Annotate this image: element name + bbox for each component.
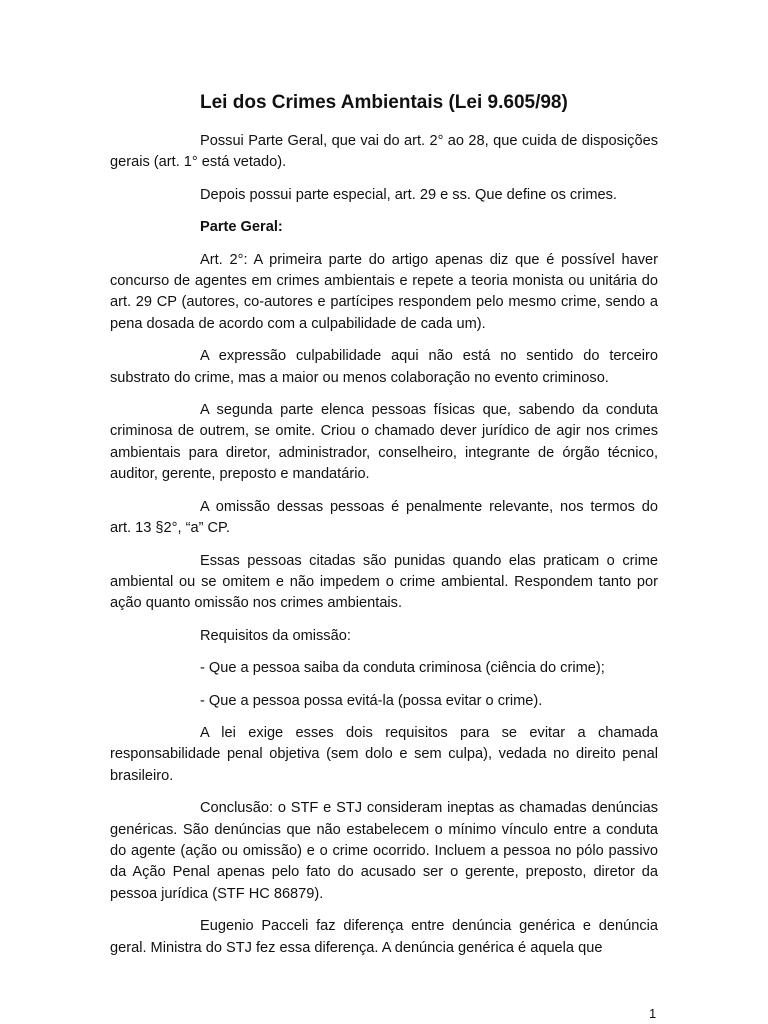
paragraph-pacceli: Eugenio Pacceli faz diferença entre denúncia genérica e denúncia geral. Ministra do STJ fez essa diferença. A denúncia genérica é aquela que xyxy=(110,918,658,956)
paragraph-omissao-relevante: A omissão dessas pessoas é penalmente relevante, nos termos do art. 13 §2°, “a” CP. xyxy=(110,498,658,537)
paragraph-conclusao: Conclusão: o STF e STJ consideram ineptas as chamadas denúncias genéricas. São denúncias que não estabelecem o mínimo vínculo entre a conduta do agente (ação ou omissão) e o crime ocorrido. Incluem a pessoa no pólo passivo da Ação Penal apenas pelo fato do acusado ser o gerente, preposto, diretor da pessoa jurídica (STF HC 86879). xyxy=(110,800,658,902)
document-title: Lei dos Crimes Ambientais (Lei 9.605/98) xyxy=(200,92,568,113)
document-body xyxy=(110,90,658,970)
paragraph-lei-exige: A lei exige esses dois requisitos para se evitar a chamada responsabilidade penal objetiva (sem dolo e sem culpa), vedada no direito penal brasileiro. xyxy=(110,724,658,784)
paragraph-culpabilidade: A expressão culpabilidade aqui não está no sentido do terceiro substrato do crime, mas a maior ou menos colaboração no evento criminoso. xyxy=(110,348,658,386)
page-number: 1 xyxy=(649,1006,657,1021)
paragraph-parte-especial: Depois possui parte especial, art. 29 e ss. Que define os crimes. xyxy=(200,186,617,203)
paragraph-intro: Possui Parte Geral, que vai do art. 2° ao 28, que cuida de disposições gerais (art. 1° está vetado). xyxy=(110,133,658,171)
section-heading-parte-geral: Parte Geral: xyxy=(200,219,283,236)
paragraph-pessoas-punidas: Essas pessoas citadas são punidas quando elas praticam o crime ambiental ou se omitem e não impedem o crime ambiental. Respondem tanto por ação quanto omissão nos crimes ambientais. xyxy=(110,552,658,612)
paragraph-art-2: Art. 2°: A primeira parte do artigo apenas diz que é possível haver concurso de agentes em crimes ambientais e repete a teoria monista ou unitária do art. 29 CP (autores, co-autores e partícipes respondem pelo mesmo crime, sendo a pena dosada de acordo com a culpabilidade de cada um). xyxy=(110,251,658,332)
paragraph-segunda-parte: A segunda parte elenca pessoas físicas que, sabendo da conduta criminosa de outrem, se omite. Criou o chamado dever jurídico de agir nos crimes ambientais para diretor, administrador, conselheiro, integrante de órgão técnico, auditor, gerente, preposto e mandatário. xyxy=(110,402,658,483)
list-item-requisito-1: - Que a pessoa saiba da conduta criminosa (ciência do crime); xyxy=(200,660,605,677)
list-item-requisito-2: - Que a pessoa possa evitá-la (possa evitar o crime). xyxy=(200,692,543,709)
paragraph-requisitos: Requisitos da omissão: xyxy=(200,627,351,644)
